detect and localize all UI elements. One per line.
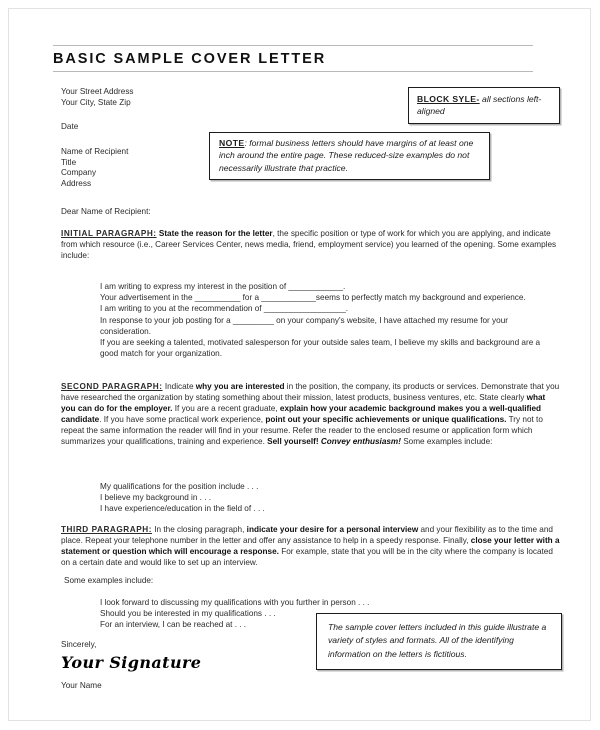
recipient-block (61, 147, 128, 189)
header-rule-bottom (53, 71, 533, 72)
list-item: I have experience/education in the field of . . . (100, 504, 265, 514)
list-item: I believe my background in . . . (100, 493, 212, 503)
initial-paragraph-body: , the specific position or type of work for which you are applying, and indicate from which resource (i.e., Career Services Center, news media, friend, employment service) you learned of the opening. Some examples include: (61, 229, 557, 261)
note-text: : formal business letters should have margins of at least one inch around the entire page. These reduced-size examples do not necessarily illustrate that practice. (219, 138, 474, 173)
list-item: I am writing to express my interest in the position of ____________. (100, 282, 346, 291)
document-header (53, 45, 533, 72)
document-page (8, 8, 591, 721)
page-inner (9, 9, 590, 720)
second-paragraph-b3: explain how your academic background makes you a well-qualified candidate (61, 404, 542, 425)
third-paragraph-examples-label: Some examples include: (64, 576, 154, 585)
third-paragraph-t1: In the closing paragraph, (151, 525, 247, 534)
third-paragraph-heading: THIRD PARAGRAPH: (61, 525, 152, 534)
initial-paragraph-examples (100, 281, 555, 359)
recipient-address: Address (61, 178, 92, 188)
sender-address-line-1: Your Street Address (61, 87, 134, 96)
fictitious-note-callout (316, 613, 562, 670)
second-paragraph-b2: what you can do for the employer. (61, 393, 546, 414)
block-style-callout (408, 87, 560, 124)
salutation-line: Dear Name of Recipient: (61, 207, 151, 216)
section-second-paragraph (61, 381, 561, 448)
third-paragraph-b2: close your letter with a statement or question which will encourage a response. (61, 536, 560, 557)
sender-address-block (61, 87, 134, 108)
second-paragraph-t4: . If you have some practical work experience, (99, 415, 266, 425)
list-item: In response to your job posting for a _________ on your company's website, I have attached my resume for your consideration. (100, 315, 508, 336)
sender-address-line-2: Your City, State Zip (61, 97, 131, 107)
section-third-paragraph (61, 524, 561, 568)
list-item: My qualifications for the position include . . . (100, 482, 259, 491)
list-item: I look forward to discussing my qualifications with you further in person . . . (100, 598, 370, 607)
page-title: BASIC SAMPLE COVER LETTER (53, 51, 327, 67)
initial-paragraph-bold-lead: State the reason for the letter (158, 229, 273, 238)
closing-block (61, 639, 201, 690)
list-item: I am writing to you at the recommendation of __________________. (100, 304, 349, 314)
section-initial-paragraph (61, 228, 561, 261)
second-paragraph-b4: point out your specific achievements or unique qualifications. (265, 415, 507, 425)
note-lead: NOTE (219, 138, 245, 148)
second-paragraph-b1: why you are interested (195, 382, 285, 391)
second-paragraph-t6: Some examples include: (400, 437, 493, 447)
second-paragraph-heading: SECOND PARAGRAPH: (61, 382, 163, 391)
list-item: For an interview, I can be reached at . . . (100, 620, 247, 630)
list-item: If you are seeking a talented, motivated salesperson for your outside sales team, I believe my skills and background are a good match for your organization. (100, 338, 541, 359)
third-paragraph-t2: and your flexibility as to the time and place. Repeat your telephone number in the letter and offer any assistance to help in a speedy response. Finally, (61, 525, 553, 546)
second-paragraph-examples (100, 481, 400, 515)
block-style-text: all sections left-aligned (417, 94, 542, 117)
signature-line: Your Signature (61, 653, 202, 672)
second-paragraph-t1: Indicate (162, 382, 196, 391)
second-paragraph-t2: in the position, the company, its products or services. Demonstrate that you have researched the organization by stating something about their mission, latest products, business ventures, etc. State clearly (61, 382, 560, 403)
signer-name: Your Name (61, 681, 102, 690)
recipient-title: Title (61, 157, 77, 167)
list-item: Should you be interested in my qualifications . . . (100, 609, 276, 619)
initial-paragraph-heading: INITIAL PARAGRAPH: (61, 229, 157, 238)
second-paragraph-bi1: Convey enthusiasm! (320, 437, 401, 447)
fictitious-note-text: The sample cover letters included in this guide illustrate a variety of styles and formats. All of the identifying information on the letters is fictitious. (328, 622, 547, 659)
date-line: Date (61, 122, 79, 131)
recipient-name: Name of Recipient (61, 147, 129, 156)
third-paragraph-t3: For example, state that you will be in the city where the company is located on a certain date and would like to set up an interview. (61, 547, 553, 568)
list-item: Your advertisement in the __________ for a ____________seems to perfectly match my background and experience. (100, 293, 526, 303)
block-style-lead: BLOCK SYLE- (417, 94, 480, 104)
second-paragraph-t3: If you are a recent graduate, (172, 404, 280, 414)
recipient-company: Company (61, 168, 97, 178)
note-callout (209, 132, 490, 180)
second-paragraph-b5: Sell yourself! (267, 437, 319, 447)
closing-sincerely: Sincerely, (61, 640, 97, 649)
second-paragraph-t5: Try not to repeat the same information the reader will find in your resume. Refer the reader to the enclosed resume or application form which summarizes your qualifications, training and experience. (61, 415, 543, 447)
third-paragraph-b1: indicate your desire for a personal interview (246, 525, 419, 534)
